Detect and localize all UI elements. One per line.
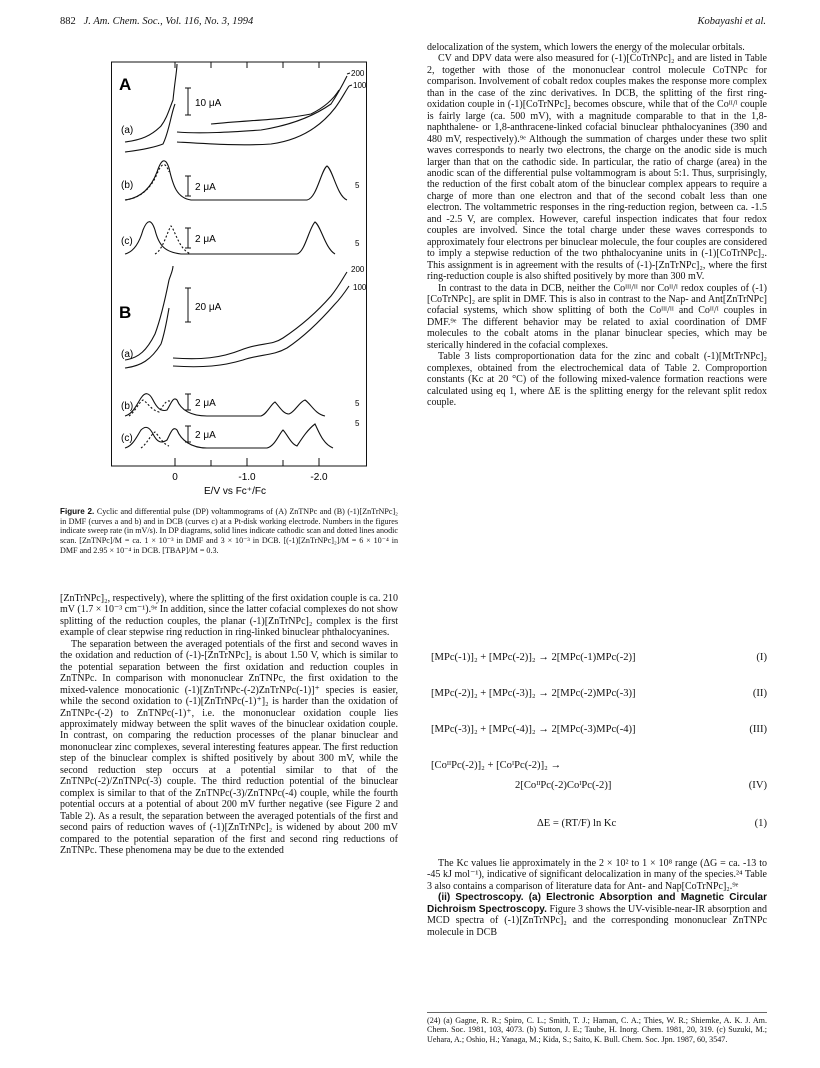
caption-label: Figure 2. [60,507,95,516]
equation-3 [427,724,767,738]
equation-4-body-b: 2[CoᴵᴵPc(-2)CoᴵPc(-2)] [515,780,612,791]
x-tick-0: 0 [172,472,178,483]
equation-2-number: (II) [752,688,767,699]
rate-200-b: 200 [351,265,365,274]
voltammogram-plot [111,60,367,500]
right-paragraph-2: CV and DPV data were also measured for (-1)[CoTrNPc]₂ and are listed in Table 2, together with those of the mononuclear control molecule CoTNPc for comparison. Involvement of cobalt redox couples makes the response more complex than in the case of the zinc derivatives. In DCB, the splitting of the first ring-oxidation couple in (-1)[CoTrNPc]₂ becomes obscure, while that of the Coᴵᴵ/ᴵ couple is fairly large (ca. 500 mV), with a magnitude comparable to that in the 1,8-naphthalene- or 1,8-anthracene-linked cofacial binuclear phthalocyanines (390 and 480 mV, respectively).⁹ᵉ Although the summation of charges under these two split waves corresponds to nearly two electrons, the charge on the anodic side is much larger than that on the cathodic side. In particular, the ratio of charge (area) in the anodic scan of the differential pulse voltammogram is about 5:1. Thus, surprisingly, the reduction of the first cobalt atom of the binuclear complex appears to require a charge of more than one electron and that of the second cobalt less than one electron. The voltammetric responses in the ring-reduction region, between ca. -1.5 and -2.5 V, are complex. However, careful inspection indicates that four redox couples are involved. Since the total charge under these waves corresponds to approximately four electrons per binuclear molecule, the four couples are considered to imply a stepwise reduction of the two phthalocyanine units in (-1)[CoTrNPc]₂. This assignment is in agreement with the results of (-1)-[ZnTrNPc]₂, where the first ring-reduction couple is also shifted positively by more than 300 mV. [427,53,767,283]
x-axis-label: E/V vs Fc⁺/Fc [204,486,266,497]
trace-a-b-label: (b) [121,180,134,191]
cv-a-a-cathodic-2 [177,86,349,145]
dpv-a-c-dotted [155,226,191,254]
right-paragraph-5: The Kc values lie approximately in the 2 × 10² to 1 × 10⁸ range (ΔG = ca. -13 to -45 kJ mol⁻¹), indicative of significant delocalization in many of the species.²⁴ Table 3 also contains a comparison of literature data for Ant- and Nap[CoTrNPc]₂.⁹ᵉ [427,858,767,892]
scale-b-c: 2 μA [195,430,216,441]
trace-b-a-label: (a) [121,349,134,360]
figure-caption [60,507,398,556]
scale-a-c: 2 μA [195,234,216,245]
rate-100-b: 100 [353,283,367,292]
page-number: 882 [60,16,76,27]
dpv-a-b-solid [125,161,347,200]
right-paragraph-6 [427,892,767,938]
trace-a-a-label: (a) [121,125,134,136]
x-tick-2: -2.0 [310,472,328,483]
panel-a-label: A [119,75,132,94]
rate-5-bb: 5 [355,399,360,408]
right-column [427,42,767,409]
scale-b-b: 2 μA [195,398,216,409]
cv-b-a-anodic [125,266,173,360]
equation-4-number: (IV) [748,780,767,791]
equation-4-line-2 [427,780,767,794]
equation-1 [427,652,767,666]
dpv-b-c-solid [125,424,333,448]
dpv-b-b-solid [125,394,325,416]
equation-3-body: [MPc(-3)]₂ + [MPc(-4)]₂ → 2[MPc(-3)MPc(-4)] [431,724,636,735]
cv-b-a-cathodic-2 [173,286,349,367]
running-authors: Kobayashi et al. [697,16,766,27]
rate-5-ac: 5 [355,239,360,248]
rate-5-ab: 5 [355,181,360,190]
footnote-reference-24: (24) (a) Gagne, R. R.; Spiro, C. L.; Smith, T. J.; Haman, C. A.; Thies, W. R.; Shiemke, A. K. J. Am. Chem. Soc. 1981, 103, 4073. (b) Sutton, J. E.; Taube, H. Inorg. Chem. 1981, 20, 319. (c) Suzuki, M.; Uehara, A.; Oshio, H.; Yanaga, M.; Kida, S.; Saito, K. Bull. Chem. Soc. Jpn. 1987, 60, 3547. [427,1016,767,1044]
dpv-b-c-dotted [141,432,169,448]
dpv-a-c-solid [125,222,335,254]
equation-5-number: (1) [754,818,767,829]
left-column [60,593,398,856]
equation-1-body: [MPc(-1)]₂ + [MPc(-2)]₂ → 2[MPc(-1)MPc(-2)] [431,652,636,663]
header-left [60,16,253,27]
scale-a-a: 10 μA [195,98,222,109]
equation-1-number: (I) [756,652,767,663]
right-column-lower [427,858,767,938]
footnote-rule [427,1012,767,1013]
panel-b-label: B [119,303,132,322]
left-paragraph-1: [ZnTrNPc]₂, respectively), where the splitting of the first oxidation couple is ca. 210 mV (1.7 × 10⁻³ cm⁻¹).⁹ᵉ In addition, since the latter cofacial complexes do not show splitting of the reduction couples, the planar (-1)[ZnTrNPc]₂ complex is the first example of clear stepwise ring reduction in ring-linked binuclear phthalocyanines. [60,593,398,639]
x-tick-1: -1.0 [238,472,256,483]
cv-b-a-cathodic [173,272,347,359]
scale-b-a: 20 μA [195,302,222,313]
rate-100-a: 100 [353,81,367,90]
scale-a-b: 2 μA [195,182,216,193]
page-header [60,16,766,32]
equation-2-body: [MPc(-2)]₂ + [MPc(-3)]₂ → 2[MPc(-2)MPc(-3)] [431,688,636,699]
right-paragraph-4: Table 3 lists comproportionation data for the zinc and cobalt (-1)[MtTrNPc]₂ complexes, obtained from the electrochemical data of Table 2. Comproportion constants (Kc at 20 °C) of the following mixed-valence formation reactions were calculated using eq 1, where ΔE is the splitting energy for the relevant split redox couple. [427,351,767,409]
section-text: Figure 3 shows the UV-visible-near-IR absorption and MCD spectra of (-1)[ZnTrNPc]₂ and the corresponding mononuclear ZnTNPc molecule in DCB [427,903,767,938]
journal-citation: J. Am. Chem. Soc., Vol. 116, No. 3, 1994 [83,16,254,27]
cv-a-a-trace-3 [211,90,339,124]
right-paragraph-3: In contrast to the data in DCB, neither the Coᴵᴵᴵ/ᴵᴵ nor Coᴵᴵ/ᴵ redox couples of (-1)[CoTrNPc]₂ are split in DMF. This is also in contrast to the Nap- and Ant[ZnTrNPc] cofacial systems, which show splitting of both the Coᴵᴵᴵ/ᴵᴵ and Coᴵᴵ/ᴵ couples in DMF.⁹ᵉ The different behavior may be related to axial coordination of DMF molecules to the cobalt atoms in the planar binuclear species, which may be sterically hindered in the cofacial complexes. [427,282,767,351]
rate-5-bc: 5 [355,419,360,428]
right-paragraph-1: delocalization of the system, which lowers the energy of the molecular orbitals. [427,42,745,53]
caption-text: Cyclic and differential pulse (DP) voltammograms of (A) ZnTNPc and (B) (-1)[ZnTrNPc]₂ in DMF (curves a and b) and in DCB (curves c) at a Pt-disk working electrode. Numbers in the figures indicate sweep rate (in mV/s). In DP diagrams, solid lines indicate cathodic scan and dotted lines anodic scan. [ZnTNPc]/M = ca. 1 × 10⁻³ in DMF and 3 × 10⁻³ in DCB. [(-1)[ZnTrNPc]₂]/M = 6 × 10⁻⁴ in DMF and 2.95 × 10⁻⁴ in DCB. [TBAP]/M = 0.3. [60,507,398,555]
equation-5-body: ΔE = (RT/F) ln Kc [537,818,617,829]
equation-4-line-1 [427,760,767,774]
equation-4-body-a: [CoᴵᴵPc(-2)]₂ + [CoᴵPc(-2)]₂ → [431,760,562,771]
equation-3-number: (III) [749,724,767,735]
trace-a-c-label: (c) [121,236,133,247]
figure-2 [111,60,367,500]
trace-b-b-label: (b) [121,401,134,412]
section-heading: (ii) Spectroscopy. (a) Electronic Absorption and Magnetic Circular Dichroism Spectroscopy. [427,892,767,915]
rate-200-a: 200 [351,69,365,78]
equation-5 [427,818,767,832]
equation-2 [427,688,767,702]
left-paragraph-2: The separation between the averaged potentials of the first and second waves in the oxidation and reduction of (-1)-[ZnTrNPc]₂ is about 1.50 V, which is similar to the potential separation between the first oxidation and reduction couples in ZnTNPc. In comparison with mononuclear ZnTNPc, the first oxidation to the mixed-valence monocationic (-1)[ZnTrNPc-(-2)ZnTrNPc(-1)]⁺ species is easier, while the second oxidation to (-1)[ZnTrNPc(-1)⁺]₂ is harder than the oxidation of ZnTNPc-(-2) to ZnTNPc(-1)⁺, i.e. the mononuclear oxidation couple lies approximately midway between the split waves of the binuclear oxidation couple. In contrast, on comparing the reduction processes of the planar binuclear and mononuclear zinc complexes, several interesting features appear. The first reduction step of the binuclear complex is shifted positively by about 300 mV, while the second reduction step occurs at a potential similar to that of the ZnTNPc(-2)/ZnTNPc(-3) couple. The third reduction potential of the binuclear complex is similar to that of the ZnTNPc(-3)/ZnTNPc(-4) couple, while the fourth potential occurs at a potential of about 200 mV further negative (see Figure 2 and Table 2). As a result, the separation between the averaged potentials of the first and second pairs of reduction waves of (-1)[ZnTrNPc]₂ is widened by about 200 mV compared to the potential separation of the first and second ring reductions of ZnTNPc. These phenomena may be due to the extended [60,638,398,856]
trace-b-c-label: (c) [121,433,133,444]
